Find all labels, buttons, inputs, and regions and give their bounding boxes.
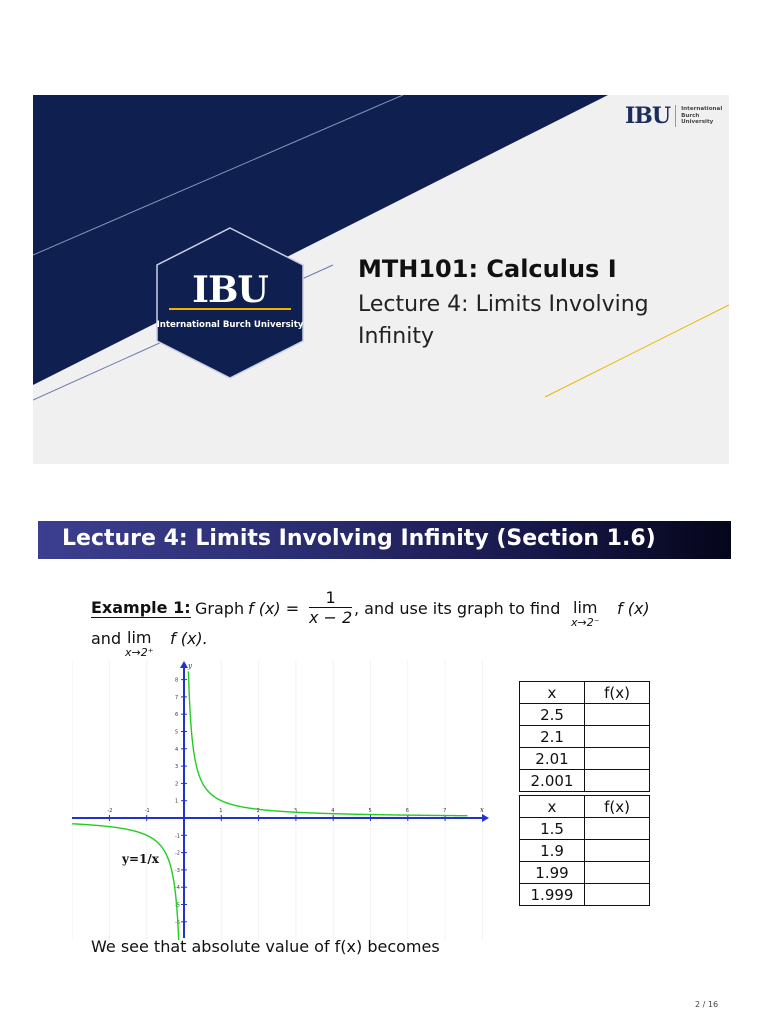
logo-small-full: International Burch University [681,106,723,126]
curve-label: y=1/x [122,852,159,866]
y-tick-label: -3 [175,867,180,874]
table-header-x: x [520,796,585,818]
limit-right: lim x→2⁺ [125,628,154,659]
limit-right-subscript: x→2⁺ [125,646,154,659]
lecture-title: Lecture 4: Limits Involving Infinity [358,292,649,349]
limit-right-fx: f (x). [170,629,208,648]
x-tick-label: 2 [256,808,260,814]
limit-left: lim x→2⁻ [571,598,600,629]
x-tick-label: 3 [293,808,298,814]
x-tick-label: 6 [405,808,409,814]
y-tick-label: 3 [175,764,179,771]
y-tick-label: -2 [175,850,180,857]
table-row: 2.01 [520,748,650,770]
limit-left-fx: f (x) [617,599,650,618]
y-tick-label: -4 [175,885,180,892]
table-row: 2.1 [520,726,650,748]
x-tick-label: -1 [144,808,150,814]
table-row: 2.5 [520,704,650,726]
y-tick-label: -6 [175,919,180,926]
y-axis-label: y [188,662,192,670]
fraction-denominator: x − 2 [309,608,353,627]
title-slide [33,95,729,464]
table-row: 2.001 [520,770,650,792]
fraction-numerator: 1 [309,588,352,608]
x-tick-label: 4 [331,808,335,814]
frame-title-bar [38,521,731,559]
limit-left-subscript: x→2⁻ [571,616,600,629]
x-axis-label: x [480,806,484,814]
function-graph [72,660,492,940]
table-row: 1.9 [520,840,650,862]
course-title: MTH101: Calculus I [358,255,617,283]
y-tick-label: 7 [175,694,179,701]
y-tick-label: 5 [175,729,179,736]
frame-title: Lecture 4: Limits Involving Infinity (Section 1.6) [62,526,656,551]
table-row: 1.999 [520,884,650,906]
text-graph: Graph [195,599,245,618]
y-tick-label: -5 [175,902,180,909]
y-tick-label: 8 [175,677,179,684]
bottom-text: We see that absolute value of f(x) becomes [91,937,440,956]
table-row: 1.99 [520,862,650,884]
y-tick-label: 4 [175,746,179,753]
y-tick-label: 2 [175,781,179,788]
page-number: 2 / 16 [695,1000,719,1009]
x-tick-label: 7 [443,808,447,814]
logo-big-subtitle: International Burch University [156,320,304,330]
title-block [358,255,698,353]
logo-small-text: IBU [625,103,671,129]
function-name: f (x) = [248,599,300,618]
text-and-use: , and use its graph to find [354,599,561,618]
text-and: and [91,629,122,648]
table-header-x: x [520,682,585,704]
x-tick-label: -2 [107,808,113,814]
table-header-fx: f(x) [585,682,650,704]
table-header-row [520,682,650,704]
x-tick-label: 1 [219,808,223,814]
y-tick-label: -1 [175,833,180,840]
example-label: Example 1: [91,598,191,617]
table-header-row [520,796,650,818]
fraction [309,588,352,628]
logo-big-text: IBU [192,269,268,311]
y-tick-label: 6 [175,712,179,719]
x-tick-label: 5 [368,808,372,814]
example-statement [91,588,691,659]
y-tick-label: 1 [175,798,179,805]
ibu-small-logo [625,103,722,129]
table-header-fx: f(x) [585,796,650,818]
table-row: 1.5 [520,818,650,840]
logo-separator [675,105,676,127]
values-table-right [519,681,650,792]
values-table-left [519,795,650,906]
